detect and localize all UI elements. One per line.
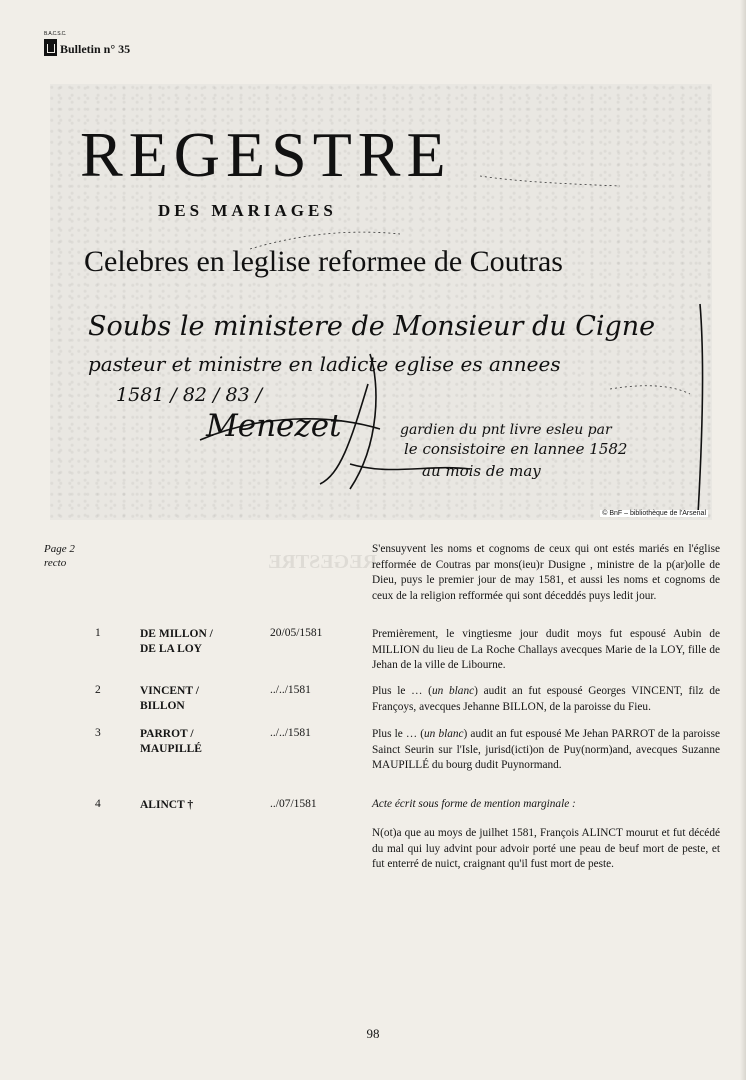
entry-text <box>372 727 720 774</box>
entry-number: 3 <box>95 727 101 739</box>
manuscript-line-9: le consistoire en lannee 1582 <box>404 440 628 458</box>
entry-text-pre: Plus le … ( <box>372 685 432 697</box>
logo-text: B.A.C.S.C. <box>44 31 67 37</box>
entry-text-post: ) audit an fut espousé Georges VINCENT, filz de Françoys, avecques Jehanne BILLON, de la paroisse du Fieu. <box>372 685 720 713</box>
entry-name-1: VINCENT / <box>140 685 199 697</box>
page-edge-shadow <box>740 0 746 1080</box>
page-reference-side: recto <box>44 557 67 569</box>
page-header <box>44 31 131 56</box>
entry-text: Premièrement, le vingtiesme jour dudit moys fut espousé Aubin de MILLION du lieu de La Roche Challays avecques Marie de la LOY, fille de Jehan de la ville de Libourne. <box>372 628 720 671</box>
entry-name-1: ALINCT † <box>140 799 194 811</box>
entry-text-italic: un blanc <box>431 685 475 697</box>
show-through-text <box>268 548 388 576</box>
page-reference <box>44 542 75 570</box>
bulletin-title: Bulletin n° 35 <box>60 42 131 56</box>
entry-number: 4 <box>95 798 101 810</box>
entry-name-1: DE MILLON / <box>140 628 213 640</box>
manuscript-drawing <box>50 84 712 520</box>
manuscript-facsimile <box>50 84 712 520</box>
entry-name-1: PARROT / <box>140 728 194 740</box>
entry-name-2: BILLON <box>140 700 185 712</box>
page-reference-page: Page 2 <box>44 543 75 555</box>
manuscript-signature: Menezet <box>206 408 342 444</box>
show-through-line-1: REGESTRE <box>268 551 377 573</box>
manuscript-line-5: pasteur et ministre en ladicte eglise es annees <box>88 352 561 376</box>
entry-date: ../../1581 <box>270 727 311 739</box>
entry-text-pre: Plus le … ( <box>372 728 425 740</box>
entry-note <box>372 797 720 813</box>
manuscript-line-3: Celebres en leglise reformee de Coutras <box>84 245 563 278</box>
entry-note-text: Acte écrit sous forme de mention marginale : <box>372 798 576 810</box>
entry-text-post: ) audit an fut espousé Me Jehan PARROT de la paroisse Sainct Seurin sur l'Isle, jurisd(icti)on de Puy(norm)and, avecques Suzanne MAUPILLÉ du bourg dudit Puynormand. <box>372 728 720 771</box>
manuscript-line-4: Soubs le ministere de Monsieur du Cigne <box>88 311 656 342</box>
manuscript-line-8: gardien du pnt livre esleu par <box>400 422 612 438</box>
entry-date: ../../1581 <box>270 684 311 696</box>
entry-text: N(ot)a que au moys de juilhet 1581, François ALINCT mourut et fut décédé du mal qui luy advint pour advoir porté une peau de beuf mort de peste, et fut enterré de nuict, craignant qu'il fust mort de peste. <box>372 827 720 870</box>
entry-name-2: MAUPILLÉ <box>140 743 202 755</box>
logo-mark <box>44 39 57 56</box>
page-number: 98 <box>366 1026 380 1041</box>
entry-names <box>140 798 193 813</box>
bulletin-logo <box>44 31 67 56</box>
image-credit: © BnF – bibliothèque de l'Arsenal <box>602 510 706 517</box>
entry-names <box>140 727 202 757</box>
entry-name-2: DE LA LOY <box>140 643 202 655</box>
manuscript-subtitle: DES MARIAGES <box>158 201 337 220</box>
entry-date: 20/05/1581 <box>270 627 323 639</box>
entry-names <box>140 684 199 714</box>
entry-names <box>140 627 213 657</box>
entry-number: 2 <box>95 684 101 696</box>
entry-text <box>372 684 720 715</box>
intro-paragraph: S'ensuyvent les noms et cognoms de ceux qui ont estés mariés en l'église refformée de Coutras par mons(ieu)r Dusigne , ministre de la p(ar)olle de Dieu, puys le premier jour de may 1581, et aussi les noms et cognoms de ceux de la religion refformée qui sont déceddés puys ledit jour. <box>372 543 720 602</box>
manuscript-title: REGESTRE <box>80 119 452 190</box>
entry-date: ../07/1581 <box>270 798 317 810</box>
manuscript-line-6: 1581 / 82 / 83 / <box>116 384 263 406</box>
manuscript-line-10: au mois de may <box>422 462 541 480</box>
entry-number: 1 <box>95 627 101 639</box>
entry-text-italic: un blanc <box>424 728 464 740</box>
